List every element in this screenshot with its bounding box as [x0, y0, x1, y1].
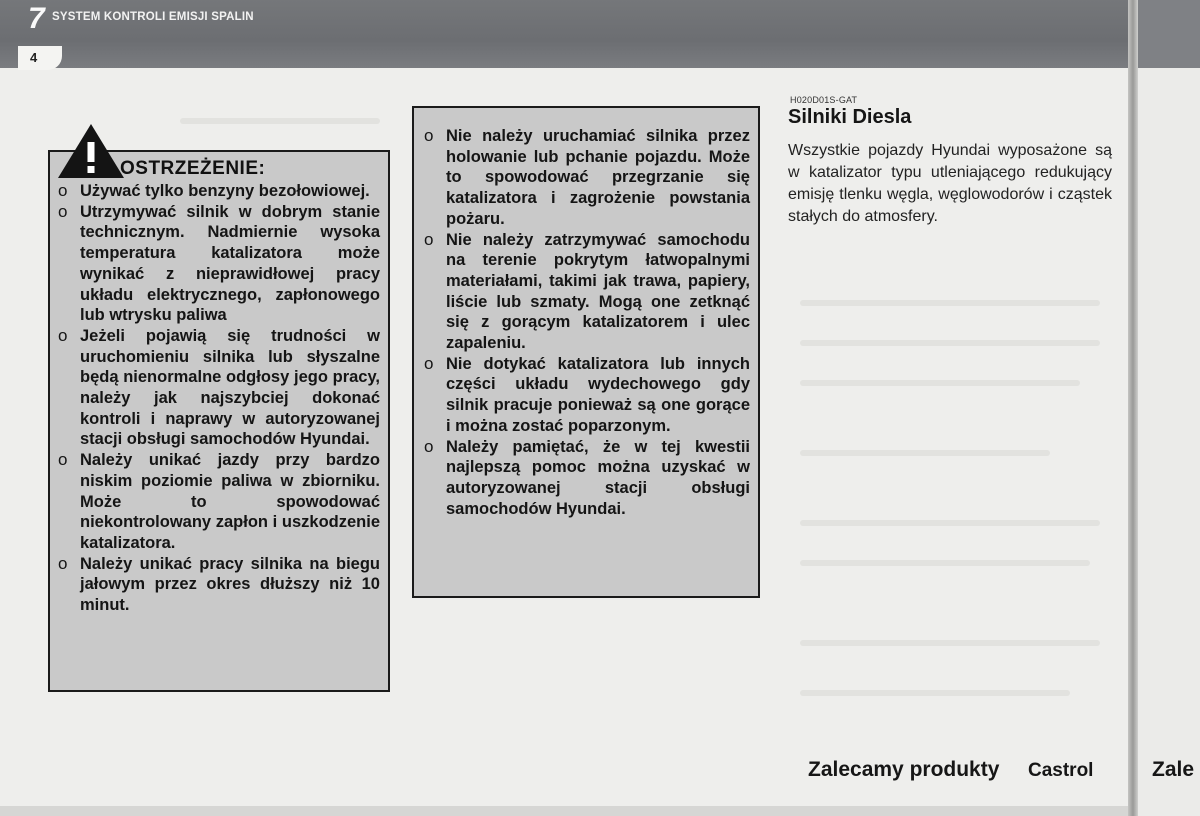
facing-page — [1138, 68, 1200, 816]
list-item — [58, 181, 380, 202]
list-item-text: Należy unikać pracy silnika na biegu jałowym przez okres dłuższy niż 10 minut. — [80, 554, 380, 615]
list-item-text: Należy unikać jazdy przy bardzo niskim poziomie paliwa w zbiorniku. Może to spowodować niekontrolowany zapłon i uszkodzenie katalizatora. — [80, 451, 380, 552]
bullet: o — [424, 436, 434, 456]
bleed-through-texture — [800, 690, 1070, 696]
list-item — [58, 450, 380, 554]
section-heading: Silniki Diesla — [788, 106, 912, 128]
facing-page-header — [1135, 0, 1200, 68]
list-item — [424, 126, 750, 230]
bleed-through-texture — [800, 450, 1050, 456]
list-item-text: Nie dotykać katalizatora lub innych części układu wydechowego gdy silnik pracuje ponieważ są one gorące i można zostać poparzonym. — [446, 354, 750, 435]
book-spine — [1128, 0, 1138, 816]
warning-list — [58, 181, 380, 616]
list-item-text: Nie należy zatrzymywać samochodu na terenie pokrytym łatwopalnymi materiałami, takimi jak trawa, papiery, liście lub szmaty. Mogą one zetknąć się z gorącym katalizatorem i ulec zapaleniu. — [446, 230, 750, 353]
list-item-text: Używać tylko benzyny bezołowiowej. — [80, 182, 370, 200]
bleed-through-texture — [800, 560, 1090, 566]
bullet: o — [58, 181, 68, 200]
list-item — [424, 354, 750, 437]
footer-brand-logo: Castrol — [1028, 760, 1094, 781]
footer-slogan: Zalecamy produkty — [808, 758, 1000, 781]
list-item — [58, 202, 380, 326]
bleed-through-texture — [800, 640, 1100, 646]
section-body: Wszystkie pojazdy Hyundai wyposażone są w katalizator typu utleniającego redukujący emisję tlenku węgla, węglowodorów i cząstek stałych do atmosfery. — [788, 142, 1112, 225]
bullet: o — [58, 201, 68, 221]
list-item-text: Jeżeli pojawią się trudności w uruchomieniu silnika lub słyszalne będą nienormalne odgłosy jego pracy, należy jak najszybciej dokonać kontroli i naprawy w autoryzowanej stacji obsługi samochodów Hyundai. — [80, 326, 380, 449]
chapter-header-band — [0, 0, 1135, 68]
page-number-tab — [18, 46, 62, 70]
list-item-text: Nie należy uruchamiać silnika przez holowanie lub pchanie pojazdu. Może to spowodować przegrzanie się katalizatora i zagrożenie powstania pożaru. — [446, 127, 750, 228]
bleed-through-texture — [800, 300, 1100, 306]
bleed-through-texture — [800, 520, 1100, 526]
page-number: 4 — [30, 50, 38, 65]
list-item-text: Utrzymywać silnik w dobrym stanie technicznym. Nadmiernie wysoka temperatura katalizatora może wynikać z nieprawidłowej pracy układu elektrycznego, zapłonowego lub wtrysku paliwa — [80, 202, 380, 325]
bleed-through-texture — [180, 118, 380, 124]
list-item — [424, 230, 750, 354]
warning-triangle-icon — [56, 122, 126, 180]
page-bottom-edge — [0, 806, 1128, 816]
list-item — [58, 554, 380, 616]
section-code: H020D01S-GAT — [790, 95, 858, 105]
bullet: o — [424, 126, 434, 145]
facing-page-footer: Zale — [1152, 758, 1195, 781]
list-item — [424, 437, 750, 520]
bullet: o — [424, 229, 434, 249]
bleed-through-texture — [800, 340, 1100, 346]
list-item-text: Należy pamiętać, że w tej kwestii najlepszą pomoc można uzyskać w autoryzowanej stacji obsługi samochodów Hyundai. — [446, 437, 750, 518]
bullet: o — [58, 553, 68, 573]
warning-title: OSTRZEŻENIE: — [120, 158, 266, 179]
caution-list — [424, 126, 750, 519]
bullet: o — [424, 353, 434, 373]
chapter-number: 7 — [28, 2, 45, 35]
list-item — [58, 326, 380, 450]
bullet: o — [58, 450, 68, 470]
bullet: o — [58, 325, 68, 345]
bleed-through-texture — [800, 380, 1080, 386]
chapter-title: SYSTEM KONTROLI EMISJI SPALIN — [52, 11, 254, 23]
